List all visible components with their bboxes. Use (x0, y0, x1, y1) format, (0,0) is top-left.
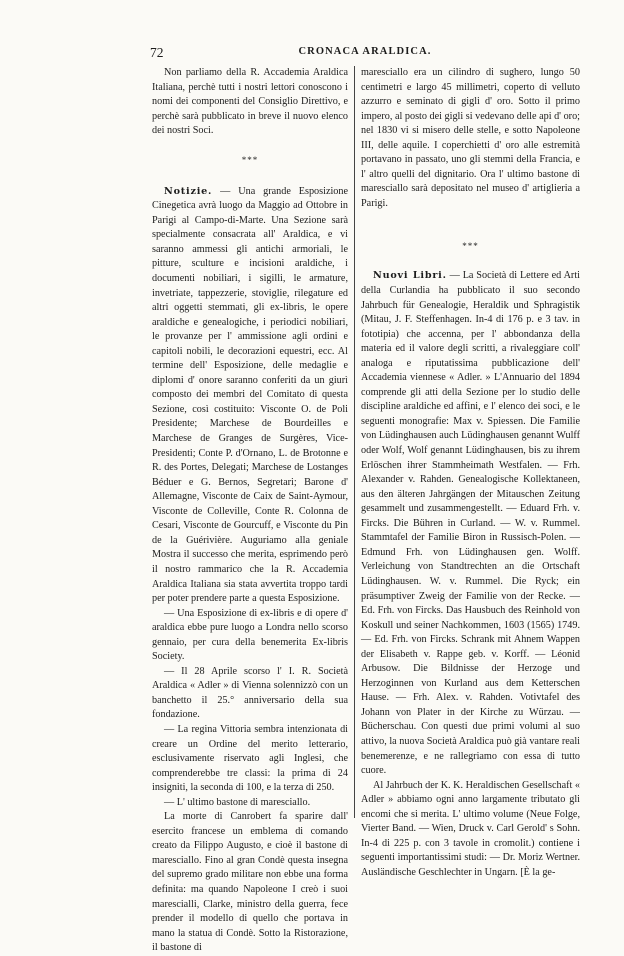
nuovi-libri-heading: Nuovi Libri. (373, 270, 447, 282)
paragraph-nuovi-libri (361, 269, 580, 778)
nuovi-libri-text: — La Società di Lettere ed Arti della Curlandia ha pubblicato il suo secondo Jahrbuch für Genealogie, Heraldik und Sphragistik (Mitau, J. F. Steffenhagen. In-4 di 176 p. e 3 tav. in fototipia) che accenna, per l' abbondanza della materia ed il valore degli scritti, a rivaleggiare coll' analoga e riputatissima pubblicazione dell' Accademia viennese « Adler. » L'Annuario del 1894 comprende gli atti della Sezione per lo studio delle discipline araldiche ed affini, e l' elenco dei soci, e le seguenti monografie: Max v. Spiessen. Die Familie von Lüdinghausen auch Lüdinghausen genannt Wulff oder Wolf, Wolf genannt Lüdinghausen, bis zu ihrem Erlöschen ihrer Stammheimath Westfalen. — Frh. Alexander v. Rahden. Genealogische Kollektaneen, aus den älteren Jahrgängen der Mitauschen Zeitung gesammelt und zusammengestellt. — Eduard Frh. v. Fircks. Die Bühren in Curland. — W. v. Rummel. Stammtafel der Familie Biron in Russisch-Polen. — Edmund Frh. von Lüdinghausen gen. Wolff. Verleichung von Standtrechten an die Ortschaft Lüdinghausen. W. v. Rummel. Die Ryck; ein präsumptiver Zweig der Familie von der Recke. — Ed. Frh. von Fircks. Das Hausbuch des Reinhold von Koskull und seiner Nachkommen, 1603 (1565) 1749. — Ed. Frh. von Fircks. Schrank mit Ahnem Wappen der Elisabeth v. Rappe geb. v. Korff. — Léonid Arbusow. Die Bildnisse der Herzoge und Herzoginnen von Kurland aus dem Ketterschen Hause. — Frh. Alex. v. Rahden. Votivtafel des Johann von Plater in der Kirche zu Würzau. — Bücherschau. Con questi due primi volumi al suo attivo, la nuova Società Araldica può già vantare reali benemerenze, e ne rallegriamo con essa di tutto cuore. (361, 270, 580, 777)
paragraph-regina: — La regina Vittoria sembra intenzionata di creare un Ordine del merito letterario, esclusivamente riservato agli Inglesi, che comprenderebbe tre classi: la prima di 24 insigniti, la seconda di 100, e la terza di 250. (152, 723, 348, 794)
column-rule (354, 66, 355, 818)
paragraph-exlibris: — Una Esposizione di ex-libris e di opere d' araldica ebbe pure luogo a Londra nello scorso gennaio, per cura della benemerita Ex-libris Society. (152, 607, 348, 663)
paragraph-canrobert: La morte di Canrobert fa sparire dall' esercito francese un emblema di comando creato da Filippo Augusto, e cioè il bastone di maresciallo. Fino al gran Condè questa insegna del supremo grado militare non ebbe una forma definita: ma quando Napoleone I creò i suoi marescialli, Clarke, ministro della guerra, fece prender il modello di quello che portava in mano la statua di Condè. Sotto la Ristorazione, il bastone di (152, 811, 348, 954)
left-column (152, 66, 348, 956)
paragraph-notizie (152, 185, 348, 607)
paragraph-academy: Non parliamo della R. Accademia Araldica Italiana, perchè tutti i nostri lettori conoscono i nomi dei componenti del Consiglio Direttivo, e perchè sarà pubblicato in breve il nuovo elenco dei nostri Soci. (152, 67, 348, 137)
paragraph-adler: — Il 28 Aprile scorso l' I. R. Società Araldica « Adler » di Vienna solennizzò con un banchetto il 25.° anniversario della sua fondazione. (152, 665, 348, 721)
paragraph-bastone-cont: maresciallo era un cilindro di sughero, lungo 50 centimetri e largo 45 millimetri, coperto di velluto azzurro e seminato di gigli d' oro. Sotto il primo impero, al posto dei gigli si vedevano delle api d' oro; nel 1830 vi si misero delle stelle, e sotto Napoleone III, delle aquile. I coperchietti d' oro alle estremità portavano in passato, uno gli stemmi della Francia, e l' altro quelli del dignitario. Ora l' ultimo bastone di maresciallo sarà depositato nel museo d' artiglieria a Parigi. (361, 67, 580, 209)
page-header (150, 45, 580, 61)
notizie-heading: Notizie. (164, 185, 213, 197)
notizie-text: — Una grande Esposizione Cinegetica avrà luogo da Maggio ad Ottobre in Parigi al Campo-di-Marte. Una Sezione sarà specialmente consacrata all' Araldica, e vi saranno ammessi gli antichi armoriali, le pitture, sculture e incisioni araldiche, i documenti nobiliari, i sigilli, le armature, invetriate, tappezzerie, stoviglie, rilegature ed altri oggetti stemmati, gli ex-libris, le opere araldiche e genealogiche, i periodici nobiliari, le provanze per l' ammissione agli ordini e capitoli nobili, le decorazioni equestri, ecc. Al termine dell' Esposizione, delle medaglie e diplomi d' onore saranno conferiti da un giurì composto dei membri del Comitato di questa Sezione, così costituito: Visconte O. de Poli Presidente; Marchese de Bourdeilles e Marchese de Granges de Surgères, Vice-Presidenti; Conte P. d'Ornano, L. de Brotonne e R. des Portes, Delegati; Marchese de Lostanges Béduer e G. Bernos, Segretari; Barone d' Allemagne, Visconte de Caix de Saint-Aymour, Visconte de Colleville, Conte R. Colonna de Cesari, Visconte de Gourcuff, e Visconte du Pin de la Guérivière. Auguriamo alla geniale Mostra il successo che merita, esprimendo però il nostro rammarico che la R. Accademia Araldica Italiana sia stata avvertita troppo tardi per poter prendere parte a questa Esposizione. (152, 185, 349, 605)
page-number: 72 (150, 45, 164, 60)
paragraph-ultimo-bastone: — L' ultimo bastone di maresciallo. (164, 796, 311, 808)
right-column (361, 66, 580, 880)
section-ornament: *** (241, 154, 259, 165)
paragraph-jahrbuch: Al Jahrbuch der K. K. Heraldischen Gesellschaft « Adler » abbiamo ogni anno largamente tributato gli encomi che si merita. L' ultimo volume (Neue Folge, Vierter Band. — Wien, Druck v. Carl Gerold' s Sohn. In-4 di 225 p. con 3 tavole in cromolit.) contiene i seguenti importantissimi studi: — Dr. Moriz Wertner. Ausländische Geschlechter in Ungarn. [È la ge- (361, 779, 580, 878)
section-ornament-right: *** (462, 241, 479, 252)
running-title: CRONACA ARALDICA. (298, 46, 432, 57)
